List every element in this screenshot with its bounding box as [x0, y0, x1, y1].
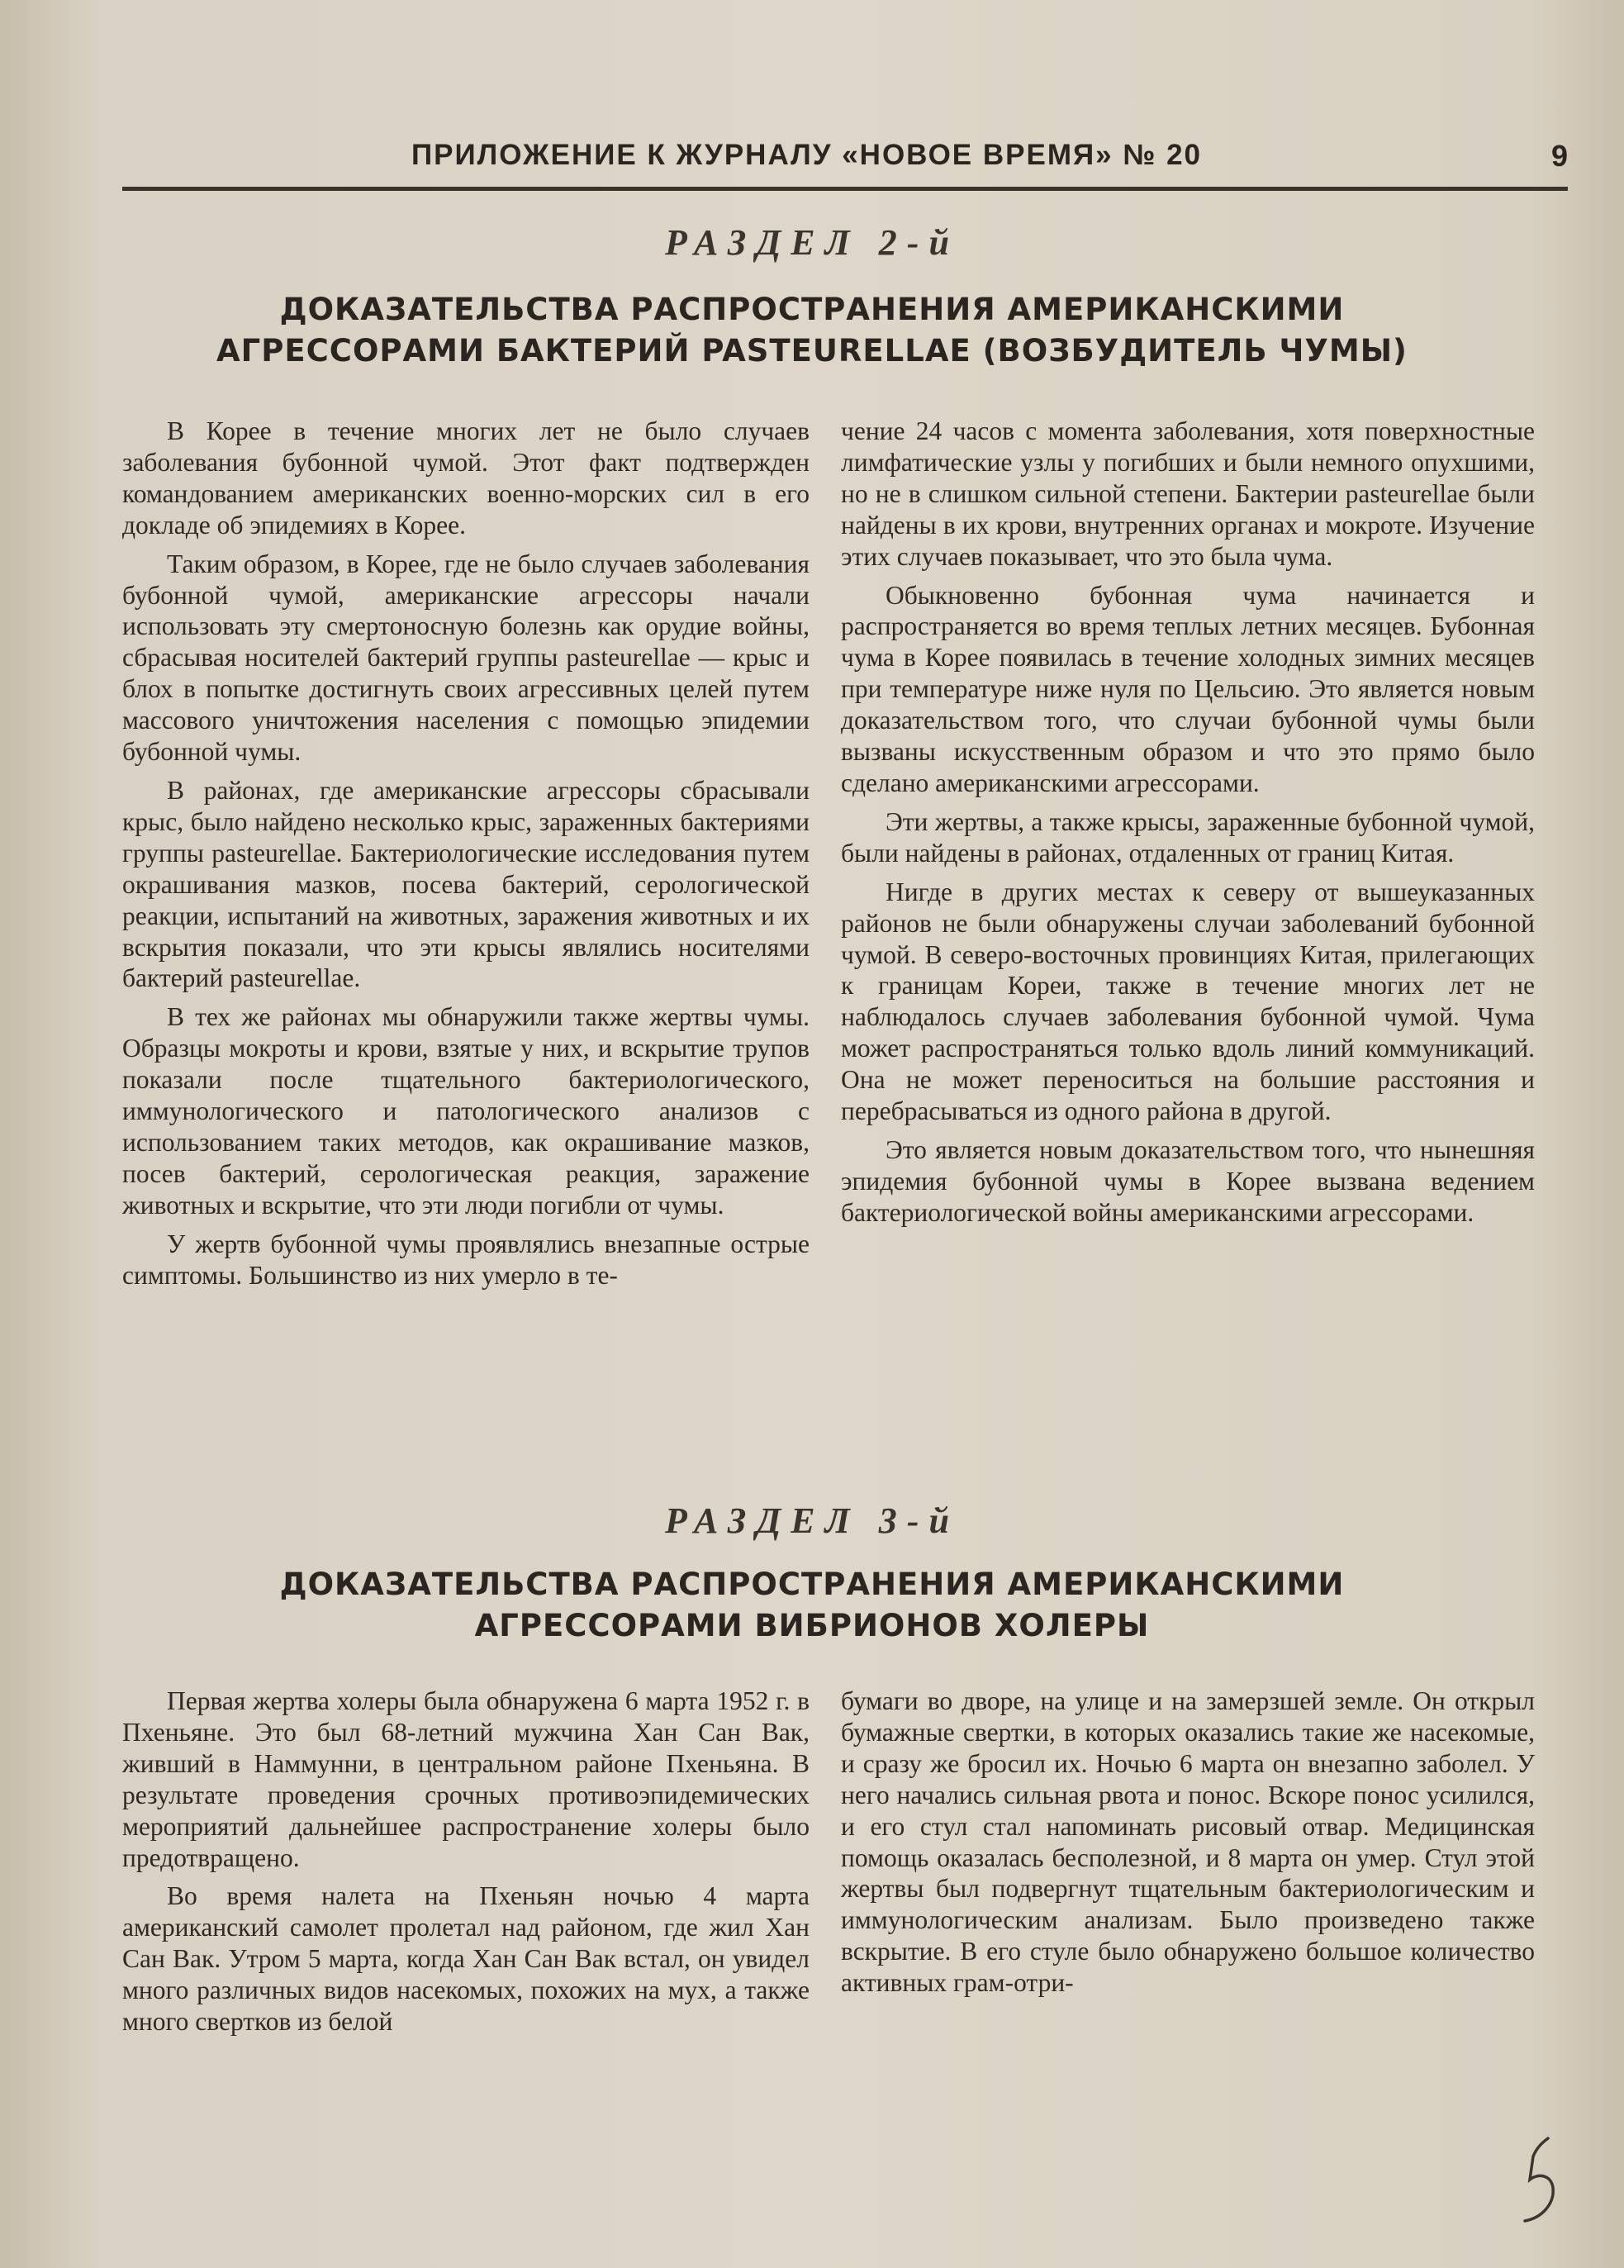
section3-left-column	[122, 1686, 810, 2045]
paragraph: Таким образом, в Корее, где не было случаев заболевания бубонной чумой, американские агрессоры начали использовать эту смертоносную болезнь как орудие войны, сбрасывая носителей бактерий группы pasteurellae — крыс и блох в попытке достигнуть своих агрессивных целей путем массового уничтожения населения с помощью эпидемии бубонной чумы.	[122, 549, 810, 767]
section2-heading	[0, 289, 1624, 372]
paragraph: Нигде в других местах к северу от вышеуказанных районов не были обнаружены случаи заболеваний бубонной чумой. В северо-восточных провинциях Китая, прилегающих к границам Кореи, также в течение многих лет не наблюдалось случаев заболевания бубонной чумой. Чума может распространяться только вдоль линий коммуникаций. Она не может переноситься на большие расстояния и перебрасываться из одного района в другой.	[841, 877, 1535, 1126]
paragraph: Первая жертва холеры была обнаружена 6 марта 1952 г. в Пхеньяне. Это был 68-летний мужчина Хан Сан Вак, живший в Наммунни, в центральном районе Пхеньяна. В результате проведения срочных противоэпидемических мероприятий дальнейшее распространение холеры было предотвращено.	[122, 1686, 810, 1872]
paragraph: В Корее в течение многих лет не было случаев заболевания бубонной чумой. Этот факт подтвержден командованием американских военно-морских сил в его докладе об эпидемиях в Корее.	[122, 416, 810, 540]
section3-label: РАЗДЕЛ 3-й	[665, 1500, 959, 1541]
handwritten-mark-icon	[1505, 2132, 1563, 2231]
section3-right-column	[841, 1686, 1535, 2006]
running-header	[122, 139, 1568, 188]
section2-label: РАЗДЕЛ 2-й	[665, 222, 959, 263]
section3-heading	[0, 1564, 1624, 1647]
paragraph: У жертв бубонной чумы проявлялись внезапные острые симптомы. Большинство из них умерло в те-	[122, 1229, 810, 1290]
paragraph: Обыкновенно бубонная чума начинается и распространяется во время теплых летних месяцев. Бубонная чума в Корее появилась в течение холодных зимних месяцев при температуре ниже нуля по Цельсию. Это является новым доказательством того, что случаи бубонной чумы были вызваны искусственным образом и что это прямо было сделано американскими агрессорами.	[841, 580, 1535, 797]
section2-heading-line1: ДОКАЗАТЕЛЬСТВА РАСПРОСТРАНЕНИЯ АМЕРИКАНСКИМИ	[279, 292, 1345, 327]
section2-left-column	[122, 416, 810, 1298]
paragraph: Во время налета на Пхеньян ночью 4 марта американский самолет пролетал над районом, где жил Хан Сан Вак. Утром 5 марта, когда Хан Сан Вак встал, он увидел много различных видов насекомых, похожих на мух, а также много свертков из белой	[122, 1881, 810, 2037]
paragraph: Эти жертвы, а также крысы, зараженные бубонной чумой, были найдены в районах, отдаленных от границ Китая.	[841, 806, 1535, 868]
journal-title: ПРИЛОЖЕНИЕ К ЖУРНАЛУ «НОВОЕ ВРЕМЯ» № 20	[411, 139, 1202, 171]
paragraph: В тех же районах мы обнаружили также жертвы чумы. Образцы мокроты и крови, взятые у них, и вскрытие трупов показали после тщательного бактериологического, иммунологического и патологического анализов с использованием таких методов, как окрашивание мазков, посев бактерий, серологическая реакция, заражение животных и вскрытие, что эти люди погибли от чумы.	[122, 1002, 810, 1220]
header-rule	[122, 187, 1568, 191]
paragraph: Это является новым доказательством того, что нынешняя эпидемия бубонной чумы в Корее вызвана ведением бактериологической войны американскими агрессорами.	[841, 1134, 1535, 1227]
paragraph-continuation: бумаги во дворе, на улице и на замерзшей земле. Он открыл бумажные свертки, в которых оказались такие же насекомые, и сразу же бросил их. Ночью 6 марта он внезапно заболел. У него начались сильная рвота и понос. Вскоре понос усилился, и его стул стал напоминать рисовый отвар. Медицинская помощь оказалась бесполезной, и 8 марта он умер. Стул этой жертвы был подвергнут тщательным бактериологическим и иммунологическим анализам. Было произведено также вскрытие. В его стуле было обнаружено большое количество активных грам-отри-	[841, 1686, 1535, 1998]
paragraph-continuation: чение 24 часов с момента заболевания, хотя поверхностные лимфатические узлы у погибших и были немного опухшими, но не в слишком сильной степени. Бактерии pasteurellae были найдены в их крови, внутренних органах и мокроте. Изучение этих случаев показывает, что это была чума.	[841, 416, 1535, 571]
section2-right-column	[841, 416, 1535, 1236]
section3-heading-line1: ДОКАЗАТЕЛЬСТВА РАСПРОСТРАНЕНИЯ АМЕРИКАНСКИМИ	[279, 1567, 1345, 1602]
paragraph: В районах, где американские агрессоры сбрасывали крыс, было найдено несколько крыс, зараженных бактериями группы pasteurellae. Бактериологические исследования путем окрашивания мазков, посева бактерий, серологической реакции, испытаний на животных, заражения животных и их вскрытия показали, что эти крысы являлись носителями бактерий pasteurellae.	[122, 775, 810, 993]
page-number: 9	[1550, 139, 1568, 173]
section3-heading-line2: АГРЕССОРАМИ ВИБРИОНОВ ХОЛЕРЫ	[474, 1608, 1150, 1643]
section2-heading-line2: АГРЕССОРАМИ БАКТЕРИЙ PASTEURELLAE (ВОЗБУДИТЕЛЬ ЧУМЫ)	[216, 333, 1408, 368]
